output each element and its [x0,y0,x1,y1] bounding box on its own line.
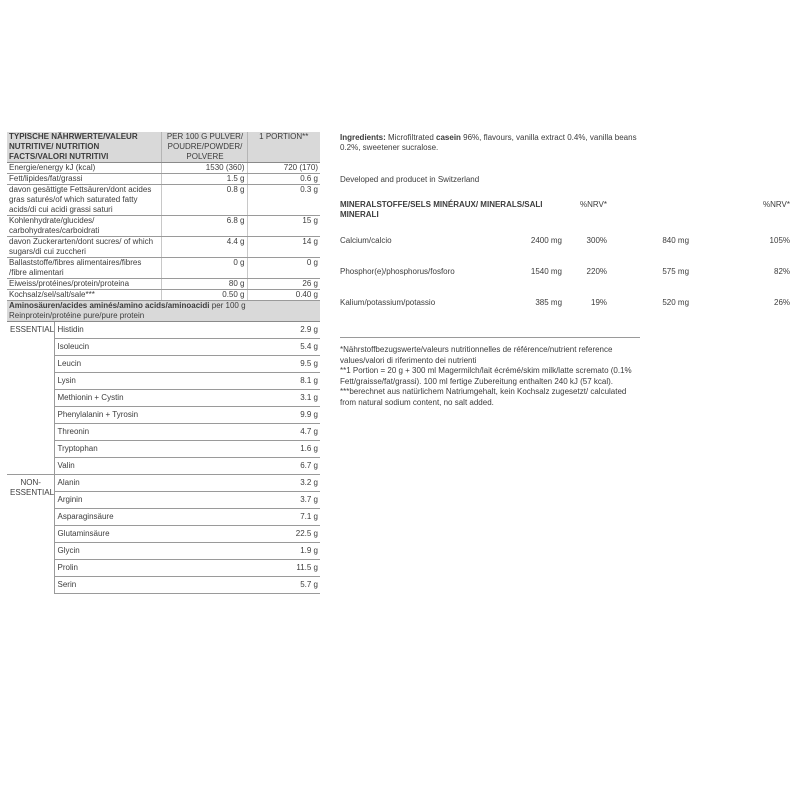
nutrition-table [7,132,320,322]
amino-value: 3.1 g [254,390,320,407]
portion-value: 720 (170) [247,163,320,174]
portion-value: 26 g [247,279,320,290]
amino-group-label: NON-ESSENTIAL [7,475,54,594]
nutrition-row [7,258,320,279]
amino-name: Threonin [54,424,254,441]
amino-row [7,390,320,407]
nutrient-label: Energie/energy kJ (kcal) [7,163,161,174]
nutrient-label: davon Zuckerarten/dont sucres/ of which sugars/di cui zuccheri [7,237,161,258]
amino-name: Asparaginsäure [54,509,254,526]
amino-value: 11.5 g [254,560,320,577]
footnotes [340,337,640,408]
minerals-header: MINERALSTOFFE/SELS MINÉRAUX/ MINERALS/SALI MINERALI [340,200,543,219]
amino-group-label: ESSENTIAL [10,325,55,334]
nutrition-row [7,185,320,216]
amino-value: 9.9 g [254,407,320,424]
amino-value: 1.9 g [254,543,320,560]
portion-value: 0 g [247,258,320,279]
amino-table [7,322,320,594]
amino-value: 2.9 g [254,322,320,339]
footnote: ***berechnet aus natürlichem Natriumgehalt, kein Kochsalz zugesetzt/ calculated from natural sodium content, no salt added. [340,387,627,407]
ingredients [340,133,650,153]
origin-text: Developed and producet in Switzerland [340,175,480,184]
portion-value: 15 g [247,216,320,237]
per100-value: 0 g [161,258,247,279]
mineral-nrv-portion: 105% [769,236,791,245]
amino-name: Valin [54,458,254,475]
nutrient-label: davon gesättigte Fettsäuren/dont acides gras saturés/of which saturated fatty acids/di cui acidi grassi saturi [7,185,161,216]
amino-value: 4.7 g [254,424,320,441]
per100-value: 80 g [161,279,247,290]
mineral-portion: 840 mg [662,236,690,245]
mineral-nrv100: 19% [591,298,608,307]
nutrient-label: Ballaststoffe/fibres alimentaires/fibres /fibre alimentari [7,258,161,279]
amino-header-bold: Aminosäuren/acides aminés/amino acids/aminoacidi [9,301,210,310]
ingredients-label: Ingredients: [340,133,386,142]
per100-value: 4.4 g [161,237,247,258]
amino-name: Glutaminsäure [54,526,254,543]
per100-value: 6.8 g [161,216,247,237]
portion-value: 0.3 g [247,185,320,216]
mineral-nrv100: 300% [586,236,608,245]
per100-value: 0.50 g [161,290,247,301]
nutrition-row [7,237,320,258]
amino-row [7,526,320,543]
nutrition-row [7,279,320,290]
mineral-name: Kalium/potassium/potassio [340,298,436,307]
amino-rows [7,322,320,594]
amino-row [7,407,320,424]
amino-row [7,373,320,390]
amino-value: 8.1 g [254,373,320,390]
amino-row [7,424,320,441]
amino-name: Leucin [54,356,254,373]
mineral-name: Phosphor(e)/phosphorus/fosforo [340,267,455,276]
amino-name: Glycin [54,543,254,560]
footnote: **1 Portion = 20 g + 300 ml Magermilch/lait écrémé/skim milk/latte scremato (0.1% Fett/graisse/fat/grassi). 100 ml fertige Zubereitung enthalten 240 kJ (57 kcal). [340,366,632,386]
amino-name: Prolin [54,560,254,577]
amino-name: Tryptophan [54,441,254,458]
amino-name: Alanin [54,475,254,492]
amino-name: Arginin [54,492,254,509]
nutrient-label: Kochsalz/sel/salt/sale*** [7,290,161,301]
mineral-spacer [689,298,727,329]
minerals-table [340,200,790,329]
mineral-per100: 385 mg [535,298,563,307]
amino-row [7,458,320,475]
portion-value: 0.40 g [247,290,320,301]
portion-value: 14 g [247,237,320,258]
amino-header [7,301,320,322]
nutrient-label: Eiweiss/protéines/protein/proteina [7,279,161,290]
amino-row [7,577,320,594]
amino-name: Lysin [54,373,254,390]
per100-header: PER 100 G PULVER/ POUDRE/POWDER/ POLVERE [161,132,247,163]
amino-name: Serin [54,577,254,594]
mineral-nrv100: 220% [586,267,608,276]
amino-value: 5.4 g [254,339,320,356]
mineral-per100: 1540 mg [530,267,563,276]
amino-value: 22.5 g [254,526,320,543]
amino-value: 9.5 g [254,356,320,373]
amino-name: Phenylalanin + Tyrosin [54,407,254,424]
amino-header-row [7,301,320,322]
amino-value: 3.7 g [254,492,320,509]
mineral-spacer [689,236,727,267]
nutrition-rows [7,163,320,301]
nrv-header-2: %NRV* [763,200,791,209]
mineral-name: Calcium/calcio [340,236,392,245]
per100-value: 1530 (360) [161,163,247,174]
mineral-row [340,236,790,267]
amino-value: 5.7 g [254,577,320,594]
amino-header-rest: per 100 g Reinprotein/protéine pure/pure protein [9,301,246,320]
nutrition-row [7,174,320,185]
amino-row [7,475,320,492]
amino-value: 3.2 g [254,475,320,492]
nutrition-header-label: TYPISCHE NÄHRWERTE/VALEUR NUTRITIVE/ NUTRITION FACTS/VALORI NUTRITIVI [7,132,161,163]
amino-row [7,543,320,560]
mineral-nrv-portion: 26% [774,298,791,307]
amino-row [7,509,320,526]
amino-row [7,560,320,577]
ingredients-bold-word: casein [436,133,461,142]
nutrient-label: Kohlenhydrate/glucides/ carbohydrates/carboidrati [7,216,161,237]
nutrition-row [7,163,320,174]
nutrition-section [7,132,320,594]
amino-row [7,441,320,458]
amino-value: 6.7 g [254,458,320,475]
mineral-nrv-portion: 82% [774,267,791,276]
mineral-row [340,267,790,298]
ingredients-text-2: 96%, flavours, vanilla extract 0.4%, vanilla beans 0.2%, sweetener sucralose. [340,133,637,152]
nutrient-label: Fett/lipides/fat/grassi [7,174,161,185]
mineral-spacer [689,267,727,298]
info-section [340,133,790,408]
portion-value: 0.6 g [247,174,320,185]
amino-name: Isoleucin [54,339,254,356]
mineral-portion: 575 mg [662,267,690,276]
amino-row [7,322,320,339]
footnote: *Nährstoffbezugswerte/valeurs nutritionnelles de référence/nutrient reference values/valori di riferimento dei nutrienti [340,345,613,365]
mineral-portion: 520 mg [662,298,690,307]
nrv-header-1: %NRV* [580,200,608,209]
amino-value: 1.6 g [254,441,320,458]
mineral-row [340,298,790,329]
amino-row [7,339,320,356]
amino-name: Histidin [54,322,254,339]
minerals-rows [340,236,790,329]
nutrition-row [7,216,320,237]
per100-value: 1.5 g [161,174,247,185]
amino-name: Methionin + Cystin [54,390,254,407]
mineral-per100: 2400 mg [530,236,563,245]
portion-header: 1 PORTION** [247,132,320,163]
amino-value: 7.1 g [254,509,320,526]
minerals-header-row [340,200,790,236]
nutrition-row [7,290,320,301]
amino-row [7,356,320,373]
per100-value: 0.8 g [161,185,247,216]
nutrition-header-row [7,132,320,163]
ingredients-text-1: Microfiltrated [385,133,437,142]
